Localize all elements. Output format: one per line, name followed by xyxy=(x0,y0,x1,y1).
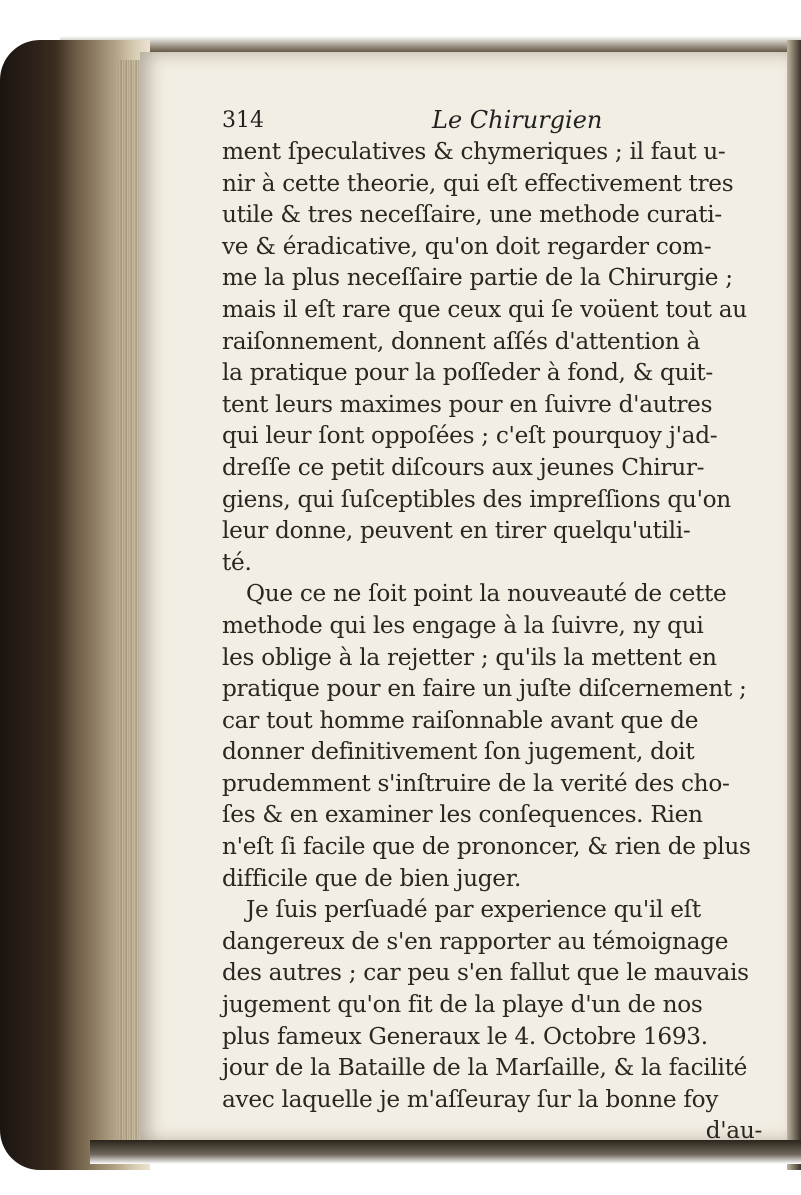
text-line: tent leurs maximes pour en ſuivre d'autres xyxy=(222,390,713,418)
text-line: ment ſpeculatives & chymeriques ; il faut u- xyxy=(222,138,726,165)
body-text xyxy=(222,136,792,1147)
text-line: dangereux de s'en rapporter au témoignage xyxy=(222,927,729,955)
text-line: jour de la Bataille de la Marſaille, & la facilité xyxy=(222,1054,748,1082)
text-line: des autres ; car peu s'en fallut que le mauvais xyxy=(222,959,749,987)
text-line: me la plus neceſſaire partie de la Chirurgie ; xyxy=(222,264,733,292)
paragraph-start-line: Je ſuis perſuadé par experience qu'il eſt xyxy=(246,896,701,924)
text-line: ve & éradicative, qu'on doit regarder com- xyxy=(222,232,712,260)
text-line: les oblige à la rejetter ; qu'ils la mettent en xyxy=(222,643,717,671)
catchword: d'au- xyxy=(705,1117,762,1145)
text-line: donner definitivement ſon jugement, doit xyxy=(222,738,695,766)
text-line: car tout homme raiſonnable avant que de xyxy=(222,706,699,734)
text-line: pratique pour en faire un juſte diſcernement ; xyxy=(222,675,747,703)
text-line: jugement qu'on fit de la playe d'un de nos xyxy=(222,991,703,1019)
text-line: nir à cette theorie, qui eſt effectivement tres xyxy=(222,169,734,197)
text-line: difficile que de bien juger. xyxy=(222,864,522,892)
text-line: avec laquelle je m'aſſeuray ſur la bonne foy xyxy=(222,1085,719,1113)
text-line: leur donne, peuvent en tirer quelqu'utili- xyxy=(222,517,691,545)
paragraph-start-line: Que ce ne ſoit point la nouveauté de cette xyxy=(246,580,727,608)
text-line: la pratique pour la poſſeder à fond, & quit- xyxy=(222,359,713,387)
text-line: qui leur ſont oppoſées ; c'eſt pourquoy j'ad- xyxy=(222,422,718,450)
text-line: utile & tres neceſſaire, une methode curati- xyxy=(222,201,722,229)
text-line: n'eſt ſi facile que de prononcer, & rien de plus xyxy=(222,833,751,861)
text-line: methode qui les engage à la ſuivre, ny qui xyxy=(222,611,704,639)
page-number: 314 xyxy=(222,108,264,133)
text-line: dreſſe ce petit diſcours aux jeunes Chirur- xyxy=(222,453,705,481)
text-line: mais il eſt rare que ceux qui ſe voüent tout au xyxy=(222,295,747,323)
text-line: ſes & en examiner les conſequences. Rien xyxy=(222,801,703,829)
running-head: Le Chirurgien xyxy=(432,106,603,134)
text-line: plus fameux Generaux le 4. Octobre 1693. xyxy=(222,1022,708,1050)
text-line: prudemment s'inſtruire de la verité des cho- xyxy=(222,769,730,797)
text-line: giens, qui ſuſceptibles des impreſſions qu'on xyxy=(222,485,731,513)
page-header xyxy=(222,104,742,140)
text-line: té. xyxy=(222,548,252,576)
text-line: raiſonnement, donnent aſſés d'attention à xyxy=(222,327,701,355)
